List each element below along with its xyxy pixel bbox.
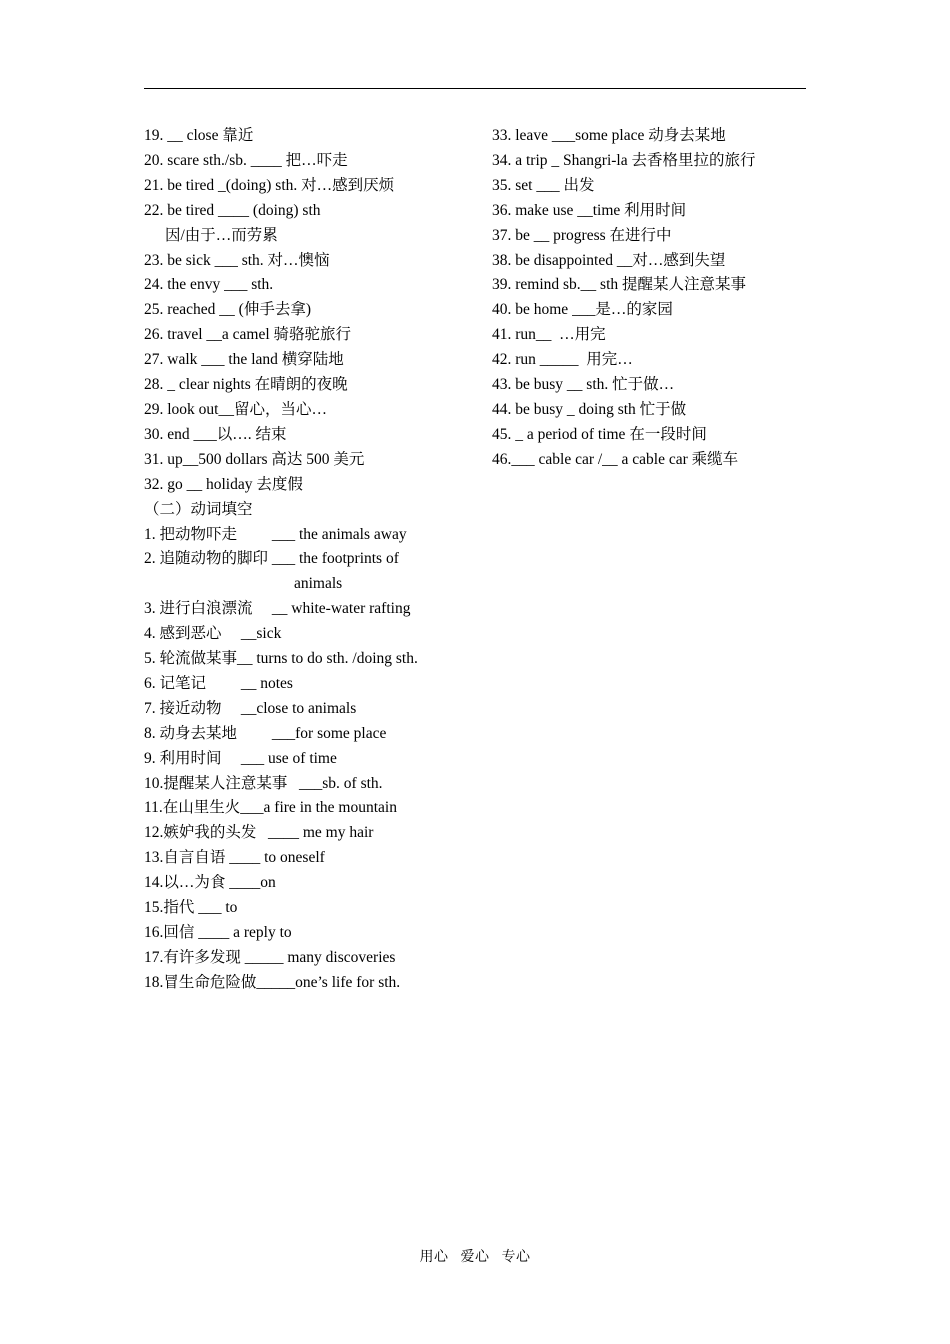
list-item: 6. 记笔记 __ notes (144, 674, 293, 692)
list-item: 46.___ cable car /__ a cable car 乘缆车 (492, 450, 739, 468)
list-item: 27. walk ___ the land 横穿陆地 (144, 351, 344, 369)
list-item: 42. run _____ 用完… (492, 351, 633, 369)
page-footer: 用心 爱心 专心 (419, 1250, 531, 1265)
list-item: 30. end ___以…. 结束 (144, 425, 287, 443)
list-item: 29. look out__留心，当心… (144, 400, 327, 418)
list-item: 25. reached __ (伸手去拿) (144, 301, 312, 319)
list-item: 14.以…为食 ____on (144, 874, 276, 892)
list-item: 34. a trip _ Shangri-la 去香格里拉的旅行 (492, 151, 756, 169)
section-heading: （二）动词填空 (144, 500, 253, 518)
list-item: 3. 进行白浪漂流 __ white-water rafting (144, 600, 411, 618)
list-item: 40. be home ___是…的家园 (492, 301, 673, 319)
list-item: 11.在山里生火___a fire in the mountain (144, 799, 397, 817)
list-item: 33. leave ___some place 动身去某地 (492, 127, 726, 144)
list-item: 18.冒生命危险做_____one’s life for sth. (144, 973, 401, 991)
list-item: 9. 利用时间 ___ use of time (144, 749, 337, 767)
list-item: 1. 把动物吓走 ___ the animals away (144, 525, 407, 543)
list-item: 2. 追随动物的脚印 ___ the footprints of (144, 550, 399, 568)
list-item: 21. be tired _(doing) sth. 对…感到厌烦 (144, 176, 395, 194)
list-item: 23. be sick ___ sth. 对…懊恼 (144, 251, 330, 269)
list-item: 20. scare sth./sb. ____ 把…吓走 (144, 151, 348, 169)
right-column (492, 124, 812, 473)
list-item: 8. 动身去某地 ___for some place (144, 724, 387, 742)
list-item: 26. travel __a camel 骑骆驼旅行 (144, 326, 352, 344)
list-item: 39. remind sb.__ sth 提醒某人注意某事 (492, 276, 747, 294)
list-item: 45. _ a period of time 在一段时间 (492, 425, 707, 443)
list-item: 19. __ close 靠近 (144, 127, 254, 144)
list-item: 16.回信 ____ a reply to (144, 924, 292, 941)
list-item: 17.有许多发现 _____ many discoveries (144, 948, 396, 966)
list-item: 37. be __ progress 在进行中 (492, 226, 672, 244)
list-item: 44. be busy _ doing sth 忙于做 (492, 400, 687, 418)
list-item: 15.指代 ___ to (144, 899, 238, 917)
list-item: 13.自言自语 ____ to oneself (144, 849, 325, 867)
list-item: 31. up__500 dollars 高达 500 美元 (144, 450, 365, 468)
list-item: 28. _ clear nights 在晴朗的夜晚 (144, 376, 348, 394)
list-item: 36. make use __time 利用时间 (492, 201, 687, 219)
list-item: 12.嫉妒我的头发 ____ me my hair (144, 824, 374, 842)
list-item: 22. be tired ____ (doing) sth (144, 201, 321, 219)
list-item: 32. go __ holiday 去度假 (144, 475, 303, 493)
list-item: 10.提醒某人注意某事 ___sb. of sth. (144, 774, 383, 792)
list-item: 38. be disappointed __对…感到失望 (492, 251, 726, 269)
left-column (144, 124, 484, 996)
header-rule (144, 88, 806, 89)
list-item-continuation: 因/由于…而劳累 (165, 226, 278, 244)
list-item: 7. 接近动物 __close to animals (144, 699, 357, 717)
list-item: 24. the envy ___ sth. (144, 276, 274, 294)
list-item: 35. set ___ 出发 (492, 176, 595, 194)
list-item-continuation: animals (294, 575, 343, 593)
list-item: 4. 感到恶心 __sick (144, 625, 282, 643)
list-item: 41. run__ …用完 (492, 326, 606, 344)
list-item: 43. be busy __ sth. 忙于做… (492, 376, 675, 394)
list-item: 5. 轮流做某事__ turns to do sth. /doing sth. (144, 650, 418, 668)
